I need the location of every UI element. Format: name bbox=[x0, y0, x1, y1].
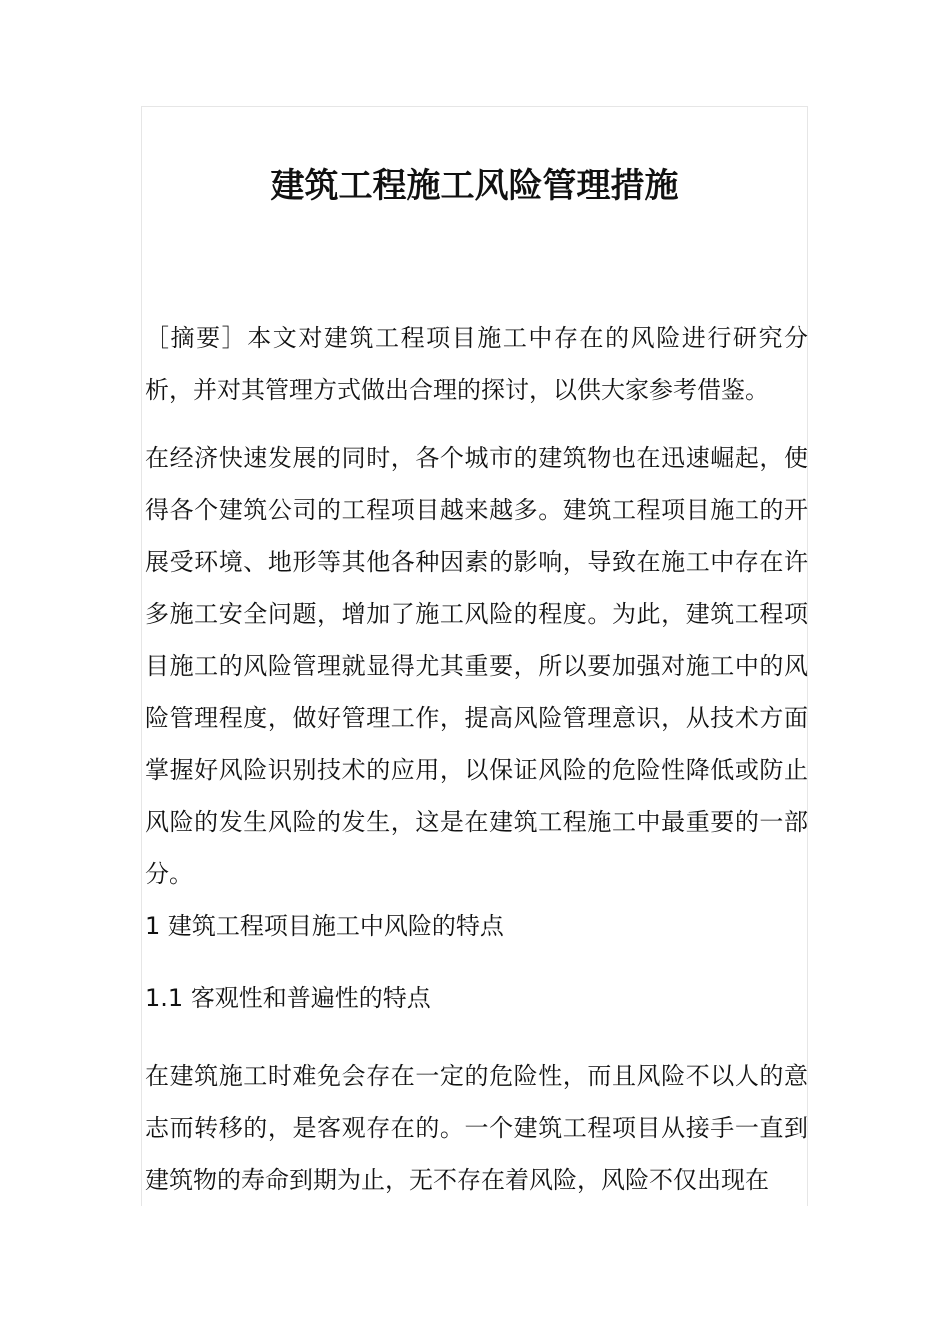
abstract-paragraph: ［摘要］本文对建筑工程项目施工中存在的风险进行研究分析，并对其管理方式做出合理的探讨，以供大家参考借鉴。 bbox=[145, 324, 808, 404]
body-paragraph-objectivity: 在建筑施工时难免会存在一定的危险性，而且风险不以人的意志而转移的，是客观存在的。一个建筑工程项目从接手一直到建筑物的寿命到期为止，无不存在着风险，风险不仅出现在 bbox=[145, 1062, 808, 1194]
document-title: 建筑工程施工风险管理措施 bbox=[270, 166, 679, 206]
section-heading-text: 建筑工程项目施工中风险的特点 bbox=[167, 912, 504, 940]
body-paragraph-intro: 在经济快速发展的同时，各个城市的建筑物也在迅速崛起，使得各个建筑公司的工程项目越来越多。建筑工程项目施工的开展受环境、地形等其他各种因素的影响，导致在施工中存在许多施工安全问题，增加了施工风险的程度。为此，建筑工程项目施工的风险管理就显得尤其重要，所以要加强对施工中的风险管理程度，做好管理工作，提高风险管理意识，从技术方面掌握好风险识别技术的应用，以保证风险的危险性降低或防止风险的发生风险的发生，这是在建筑工程施工中最重要的一部分。 bbox=[145, 444, 808, 888]
section-number: 1 bbox=[145, 912, 161, 940]
subsection-heading-1-1 bbox=[145, 972, 808, 1024]
subsection-heading-text: 客观性和普遍性的特点 bbox=[190, 984, 431, 1012]
subsection-number: 1.1 bbox=[145, 984, 184, 1012]
section-heading-1 bbox=[145, 900, 808, 952]
page-bottom-margin bbox=[0, 1206, 950, 1344]
